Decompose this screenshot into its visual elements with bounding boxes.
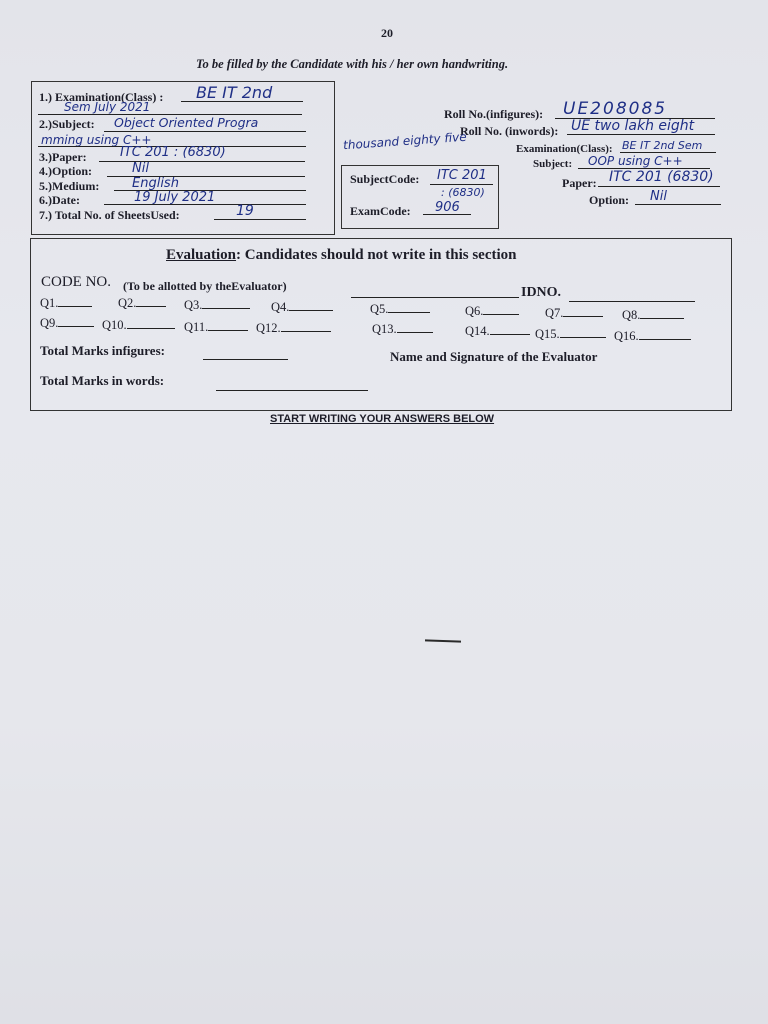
idno-label: IDNO.: [521, 285, 562, 300]
evaluation-title: [166, 247, 516, 264]
roll-figures-label: Roll No.(infigures):: [444, 107, 544, 121]
question-label: Q15.: [535, 327, 560, 341]
subject-code-label: SubjectCode:: [350, 172, 420, 186]
sheets-used-value[interactable]: 19: [236, 203, 254, 219]
question-label: Q3.: [184, 298, 203, 312]
right-paper-label: Paper:: [562, 176, 597, 190]
medium-label: 5.)Medium:: [39, 179, 100, 193]
examination-value-cont[interactable]: Sem July 2021: [64, 100, 151, 114]
question-slot[interactable]: [465, 324, 530, 339]
question-slot[interactable]: [271, 300, 333, 315]
roll-words-label: Roll No. (inwords):: [460, 124, 559, 138]
pen-stroke-mark: [425, 639, 461, 642]
question-slot[interactable]: [370, 302, 430, 317]
question-slot[interactable]: [184, 320, 248, 335]
question-label: Q13.: [372, 322, 397, 336]
option-value[interactable]: Nil: [132, 161, 149, 176]
question-label: Q12.: [256, 321, 281, 335]
question-slot[interactable]: [372, 322, 433, 337]
question-slot[interactable]: [40, 296, 92, 311]
subject-code-value[interactable]: ITC 201: [437, 168, 487, 183]
subject-value-cont[interactable]: mming using C++: [41, 133, 152, 147]
medium-value[interactable]: English: [132, 176, 179, 191]
question-slot[interactable]: [118, 296, 166, 311]
evaluation-title-rest: : Candidates should not write in this section: [236, 247, 517, 263]
question-slot[interactable]: [545, 306, 603, 321]
question-slot[interactable]: [614, 329, 691, 344]
question-label: Q1.: [40, 296, 59, 310]
total-marks-figures-label: Total Marks infigures:: [40, 343, 165, 358]
subject-value[interactable]: Object Oriented Progra: [114, 115, 259, 130]
right-examination-label: Examination(Class):: [516, 143, 613, 155]
roll-words-value-cont[interactable]: thousand eighty five: [342, 129, 468, 153]
question-label: Q8.: [622, 308, 641, 322]
examination-value[interactable]: BE IT 2nd: [196, 83, 273, 102]
question-label: Q14.: [465, 324, 490, 338]
right-option-label: Option:: [589, 193, 630, 207]
question-label: Q5.: [370, 302, 389, 316]
question-slot[interactable]: [40, 316, 94, 331]
question-slot[interactable]: [622, 308, 684, 323]
question-slot[interactable]: [256, 321, 331, 336]
evaluator-signature-label: Name and Signature of the Evaluator: [390, 349, 598, 364]
paper-value[interactable]: ITC 201 : (6830): [120, 145, 226, 160]
right-option-value[interactable]: Nil: [650, 189, 667, 204]
date-label: 6.)Date:: [39, 193, 80, 207]
question-label: Q9.: [40, 316, 59, 330]
question-label: Q11.: [184, 320, 209, 334]
sheets-used-label: 7.) Total No. of SheetsUsed:: [39, 208, 180, 222]
question-slot[interactable]: [465, 304, 519, 319]
code-no-note: (To be allotted by theEvaluator): [123, 279, 287, 293]
page-number: 20: [381, 26, 393, 40]
question-label: Q16.: [614, 329, 639, 343]
exam-code-value[interactable]: 906: [435, 200, 460, 215]
right-subject-label: Subject:: [533, 158, 573, 170]
question-label: Q6.: [465, 304, 484, 318]
subject-code-value-cont[interactable]: : (6830): [441, 186, 485, 199]
examination-label: 1.) Examination(Class) :: [39, 90, 164, 104]
question-slot[interactable]: [184, 298, 250, 313]
right-subject-value[interactable]: OOP using C++: [588, 154, 683, 168]
question-label: Q10.: [102, 318, 127, 332]
exam-code-label: ExamCode:: [350, 204, 411, 218]
instruction-text: To be filled by the Candidate with his / her own handwriting.: [196, 57, 509, 71]
total-marks-words-label: Total Marks in words:: [40, 373, 165, 388]
roll-words-value[interactable]: UE two lakh eight: [571, 118, 695, 134]
option-label: 4.)Option:: [39, 164, 93, 178]
roll-figures-value[interactable]: UE208085: [563, 99, 668, 119]
right-paper-value[interactable]: ITC 201 (6830): [609, 169, 714, 185]
code-no-label: CODE NO.: [41, 274, 111, 290]
question-slot[interactable]: [102, 318, 175, 333]
question-label: Q7.: [545, 306, 564, 320]
question-label: Q2.: [118, 296, 137, 310]
evaluation-title-underlined: Evaluation: [166, 247, 237, 263]
date-value[interactable]: 19 July 2021: [134, 190, 216, 205]
start-writing-heading: START WRITING YOUR ANSWERS BELOW: [270, 413, 495, 425]
question-slot[interactable]: [535, 327, 606, 342]
question-label: Q4.: [271, 300, 290, 314]
subject-label: 2.)Subject:: [39, 117, 95, 131]
right-examination-value[interactable]: BE IT 2nd Sem: [622, 139, 703, 152]
paper-label: 3.)Paper:: [39, 150, 87, 164]
